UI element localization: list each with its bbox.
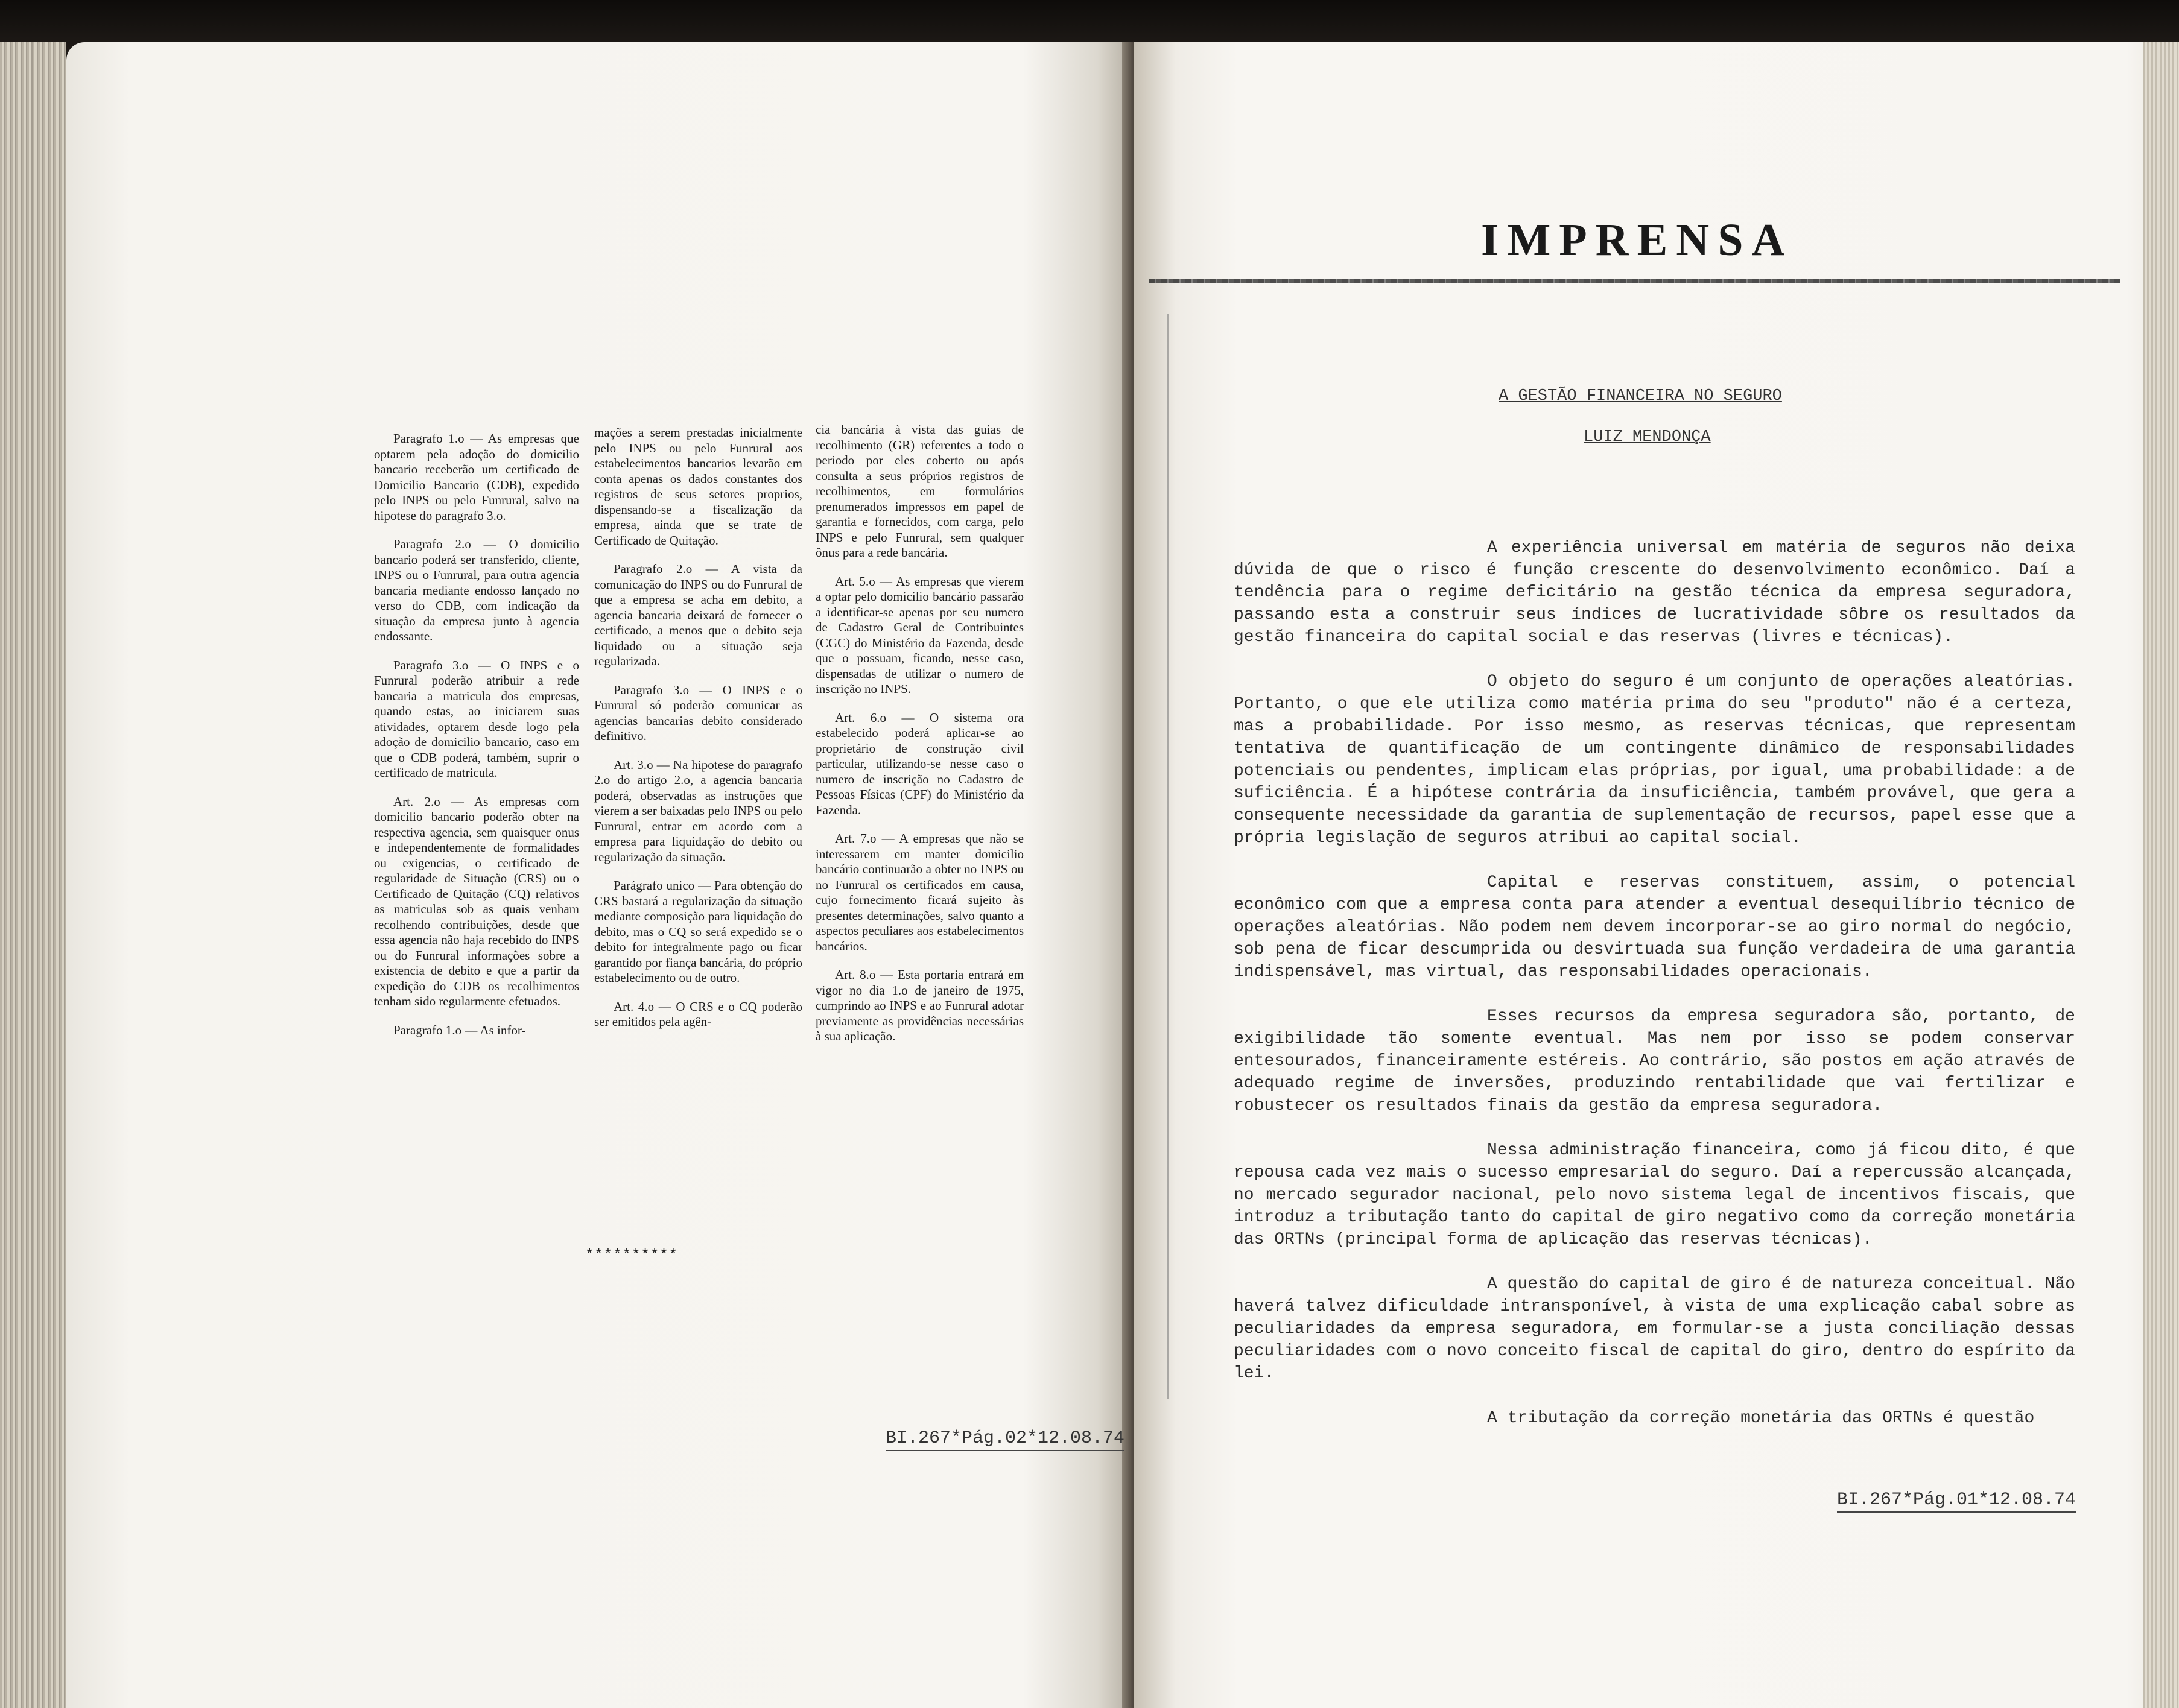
clipping-paragraph: Art. 2.o — As empresas com domicilio bancario poderão obter na respectiva agencia, sem quaisquer onus e independentemente de formalidades ou exigencias, o certificado de regularidade de Situação (CRS) ou o Certificado de Quitação (CQ) relativos as matriculas sob as quais venham recolhendo contribuições, desde que essa agencia não haja recebido do INPS ou do Funrural informações sobre a existencia de debito e que a partir da expedição do CDB os recolhimentos tenham sido regularmente efetuados. bbox=[374, 794, 579, 1008]
article-paragraph: A tributação da correção monetária das ORTNs é questão bbox=[1487, 1409, 2035, 1428]
book-page-edges-left bbox=[0, 42, 66, 1708]
clipping-paragraph: Parágrafo unico — Para obtenção do CRS bastará a regularização da situação mediante composição para liquidação do debito, mas o CQ so será expedido se o debito for integralmente pago ou ficar garantido por fiança bancária, do próprio estabelecimento ou de outro. bbox=[594, 878, 802, 985]
article-paragraph: Esses recursos da empresa seguradora são, portanto, de exigibilidade tão somente eventual. Mas nem por isso se podem conservar entesourados, financeiramente estéreis. Ao contrário, são postos em ação através de adequado regime de inversões, produzindo rentabilidade que vai fertilizar e robustecer os resultados finais da gestão da empresa seguradora. bbox=[1234, 1007, 2075, 1115]
book-page-edges-right bbox=[2143, 42, 2179, 1708]
clipping-paragraph: Paragrafo 2.o — O domicilio bancario poderá ser transferido, cliente, INPS ou o Funrural, para outra agencia bancaria mediante endosso lançado no verso do CDB, com indicação da situação da empresa junto à agencia endossante. bbox=[374, 537, 579, 644]
clipping-paragraph: Art. 8.o — Esta portaria entrará em vigor no dia 1.o de janeiro de 1975, cumprindo ao INPS e ao Funrural adotar previamente as providências necessárias à sua aplicação. bbox=[816, 967, 1024, 1043]
heading-rule bbox=[1149, 279, 2120, 283]
clipping-paragraph: Paragrafo 3.o — O INPS e o Funrural só poderão comunicar as agencias bancarias debito considerado definitivo. bbox=[594, 682, 802, 743]
clipping-column-1 bbox=[374, 431, 579, 1051]
clipping-paragraph: Paragrafo 3.o — O INPS e o Funrural poderão atribuir a rede bancaria a matricula dos empresas, quando estas, ao iniciarem suas atividades, optarem desde logo pela adoção de domicilio bancario, caso em que o CDB poderá, também, suprir o certificado de matricula. bbox=[374, 657, 579, 780]
article-paragraph: Nessa administração financeira, como já ficou dito, é que repousa cada vez mais o sucesso empresarial do seguro. Daí a repercussão alcançada, no mercado segurador nacional, pelo novo sistema legal de incentivos fiscais, que introduz a tributação tanto do capital de giro negativo como da correção monetária das ORTNs (principal forma de aplicação das reservas técnicas). bbox=[1234, 1141, 2075, 1249]
article-paragraph: O objeto do seguro é um conjunto de operações aleatórias. Portanto, o que ele utiliza como matéria prima do seu "produto" não é a certeza, mas a probabilidade. Por isso mesmo, as reservas técnicas, que representam tentativa de quantificação de um contingente dinâmico de responsabilidades potenciais ou pendentes, implicam elas próprias, por igual, uma probabilidade: a de suficiência. É a hipótese contrária da insuficiência, também provável, que gera a consequente necessidade da garantia de suplementação de recursos, papel esse que a própria legislação de seguros atribui ao capital social. bbox=[1234, 672, 2075, 847]
article-paragraph: Capital e reservas constituem, assim, o potencial econômico com que a empresa conta para atender a eventual desequilíbrio técnico de operações aleatórias. Não podem nem devem incorporar-se ao giro normal do negócio, sob pena de ficar descumprida ou desvirtuada sua função verdadeira de uma garantia indispensável, mas virtual, das responsabilidades operacionais. bbox=[1234, 873, 2075, 981]
article-paragraph: A experiência universal em matéria de seguros não deixa dúvida de que o risco é função crescente do desenvolvimento econômico. Daí a tendência para o regime deficitário na gestão técnica da empresa seguradora, passando esta a construir seus índices de lucratividade sôbre os resultados da gestão financeira do capital social e das reservas (livres e técnicas). bbox=[1234, 539, 2075, 647]
clipping-paragraph: cia bancária à vista das guias de recolhimento (GR) referentes a todo o periodo por eles coberto ou após consulta a seus próprios registros de recolhimentos, em formulários prenumerados impressos em papel de garantia e fornecidos, com carga, pelo INPS e pelo Funrural, sem qualquer ônus para a rede bancária. bbox=[816, 422, 1024, 560]
clipping-paragraph: mações a serem prestadas inicialmente pelo INPS ou pelo Funrural aos estabelecimentos bancarios levarão em conta apenas os dados constantes dos registros de seus setores proprios, dispensando-se a fiscalização da empresa, ainda que se trate de Certificado de Quitação. bbox=[594, 425, 802, 548]
clipping-paragraph: Art. 4.o — O CRS e o CQ poderão ser emitidos pela agên- bbox=[594, 999, 802, 1029]
section-heading: IMPRENSA bbox=[1481, 215, 1794, 265]
margin-line bbox=[1167, 314, 1169, 1399]
clipping-paragraph: Paragrafo 1.o — As infor- bbox=[393, 1022, 526, 1037]
article-author: LUIZ MENDONÇA bbox=[1584, 428, 1711, 446]
clipping-column-3 bbox=[816, 422, 1024, 1058]
article-body bbox=[1234, 537, 2075, 1429]
article-paragraph: A questão do capital de giro é de natureza conceitual. Não haverá talvez dificuldade intransponível, à vista de uma explicação cabal sobre as peculiaridades da empresa seguradora, em formular-se a justa conciliação dessas peculiaridades com o novo conceito fiscal de capital do giro, dentro do espírito da lei. bbox=[1234, 1275, 2075, 1383]
clipping-column-2 bbox=[594, 425, 802, 1043]
clipping-paragraph: Art. 3.o — Na hipotese do paragrafo 2.o do artigo 2.o, a agencia bancaria poderá, observadas as instruções que vierem a ser baixadas pelo INPS ou pelo Funrural, entrar em acordo com a empresa para liquidação do debito ou regularização da situação. bbox=[594, 757, 802, 864]
page-footer-left: BI.267*Pág.02*12.08.74 bbox=[886, 1428, 1124, 1451]
clipping-paragraph: Art. 6.o — O sistema ora estabelecido poderá aplicar-se ao proprietário de construção civil particular, utilizando-se nesse caso o numero de inscrição no Cadastro de Pessoas Físicas (CPF) do Ministério da Fazenda. bbox=[816, 710, 1024, 817]
clipping-paragraph: Paragrafo 1.o — As empresas que optarem pela adoção do domicilio bancario receberão um certificado de Domicilio Bancario (CDB), expedido pelo INPS ou pelo Funrural, salvo na hipotese do paragrafo 3.o. bbox=[374, 431, 579, 523]
clipping-paragraph: Paragrafo 2.o — A vista da comunicação do INPS ou do Funrural de que a empresa se acha em debito, a agencia bancaria deixará de fornecer o certificado, a menos que o debito seja liquidado ou a situação seja regularizada. bbox=[594, 561, 802, 668]
clipping-paragraph: Art. 7.o — A empresas que não se interessarem em manter domicilio bancário continuarão a obter no INPS ou no Funrural os certificados em causa, cujo fornecimento ficará sujeito às presentes determinações, salvo quanto a aspectos peculiares aos estabelecimentos bancários. bbox=[816, 831, 1024, 954]
article-title: A GESTÃO FINANCEIRA NO SEGURO bbox=[1499, 387, 1782, 405]
section-separator: ********** bbox=[585, 1247, 679, 1264]
clipping-paragraph: Art. 5.o — As empresas que vierem a optar pelo domicilio bancário passarão a identificar-se apenas por seu numero de Cadastro Geral de Contribuintes (CGC) do Ministério da Fazenda, desde que o possuam, ficando, nesse caso, dispensadas de utilizar o numero de inscrição no INPS. bbox=[816, 574, 1024, 696]
page-footer-right: BI.267*Pág.01*12.08.74 bbox=[1837, 1490, 2076, 1513]
